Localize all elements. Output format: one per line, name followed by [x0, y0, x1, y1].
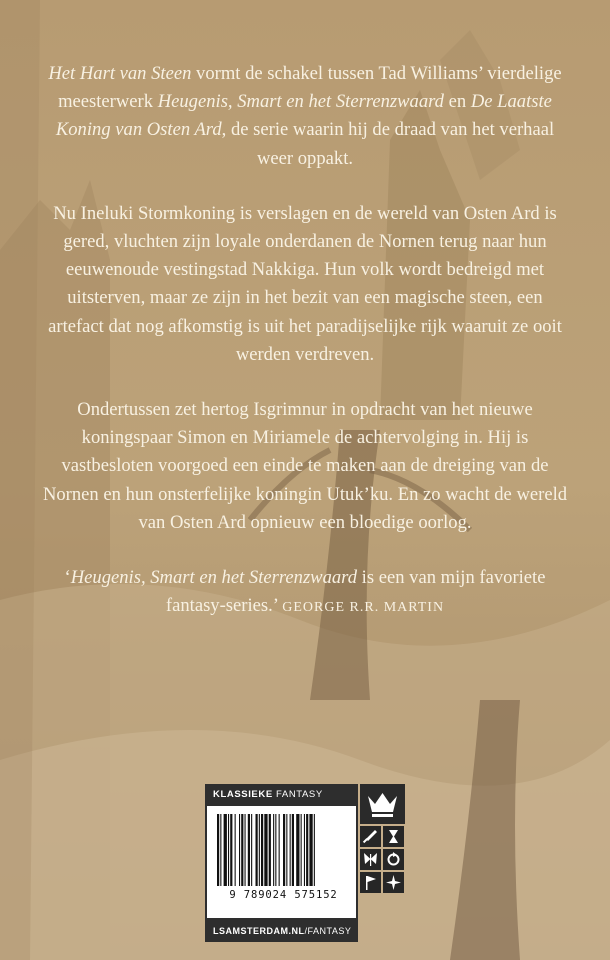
series-title-2: De Laatste Koning van Osten Ard	[55, 91, 552, 141]
barcode-panel	[205, 784, 405, 944]
barcode-bars	[215, 814, 352, 890]
book-title: Het Hart van Steen	[48, 63, 192, 84]
sparkle-icon	[383, 872, 404, 893]
barcode	[205, 806, 358, 920]
series-title: Heugenis, Smart en het Sterrenzwaard	[157, 91, 444, 113]
blurb-text	[40, 60, 570, 649]
genre-label: KLASSIEKE FANTASY	[205, 784, 358, 806]
sword-icon	[360, 826, 381, 847]
blurb-paragraph-3: Ondertussen zet hertog Isgrimnur in opdracht van het nieuwe koningspaar Simon en Miriamele de achtervolging in. Hij is vastbesloten voorgoed een einde te maken aan de dreiging van de Nornen en hun onsterfelijke koningin Utuk’ku. En zo wacht de wereld van Osten Ard opnieuw een bloedige oorlog.	[42, 399, 568, 533]
blurb-paragraph-2: Nu Ineluki Stormkoning is verslagen en de wereld van Osten Ard is gered, vluchten zijn loyale onderdanen de Nornen terug naar hun eeuwenoude vestingstad Nakkiga. Hun volk wordt bedreigd met uitsterven, maar ze zijn in het bezit van een magische steen, een artefact dat nog afkomstig is uit het paradijselijke rijk waaruit ze ooit werden verdreven.	[48, 202, 562, 365]
blurb-paragraph-1: Het Hart van Steen vormt de schakel tussen Tad Williams’ vierdelige meesterwerk Heugenis, Smart en het Sterrenzwaard en De Laatste Koning van Osten Ard, de serie waarin hij de draad van het verhaal weer oppakt.	[48, 63, 562, 169]
crown-icon	[360, 784, 405, 824]
butterfly-icon	[360, 849, 381, 870]
dragon-icon	[383, 849, 404, 870]
website-label: LSAMSTERDAM.NL/FANTASY	[205, 920, 358, 942]
hourglass-icon	[383, 826, 404, 847]
isbn-number: 9 789024 575152	[229, 889, 338, 901]
blurb-quote: ‘Heugenis, Smart en het Sterrenzwaard is een van mijn favoriete fantasy-series.’ GEORGE R.R. MARTIN	[64, 567, 546, 617]
publisher-icons	[360, 784, 405, 942]
quote-author: GEORGE R.R. MARTIN	[282, 600, 445, 616]
flag-icon	[360, 872, 381, 893]
